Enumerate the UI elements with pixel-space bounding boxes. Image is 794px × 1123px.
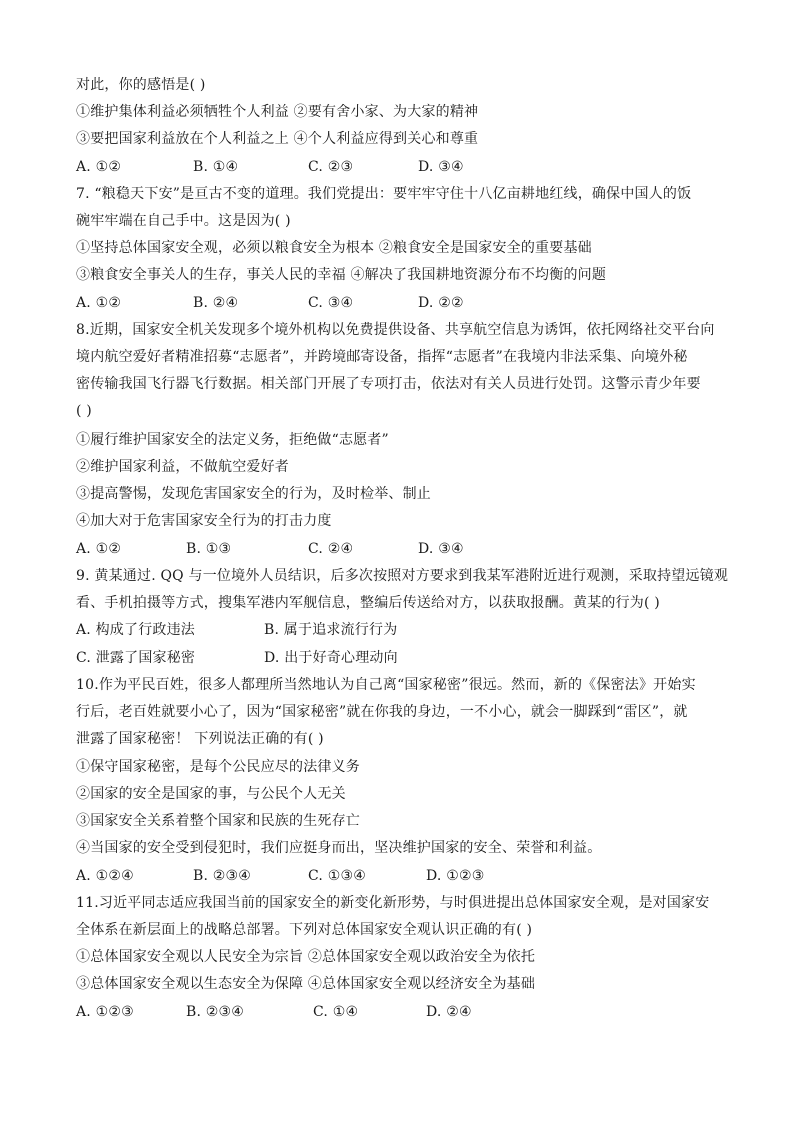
q6-statement-line: ③要把国家利益放在个人利益之上 ④个人利益应得到关心和尊重 <box>76 131 479 147</box>
q11-stem-line: 全体系在新层面上的战略总部署。下列对总体国家安全观认识正确的有( ) <box>76 922 533 938</box>
q6-stem-end: 对此，你的感悟是( ) <box>76 77 206 93</box>
q9-stem-line: 看、手机拍摄等方式，搜集军港内军舰信息，整编后传送给对方，以获取报酬。黄某的行为( ) <box>76 595 660 611</box>
q10-stem-line: 10.作为平民百姓，很多人都理所当然地认为自己离“国家秘密”很远。然而，新的《保密法》开始实 <box>76 677 696 693</box>
q8-option-c[interactable]: C. ②④ <box>308 541 354 557</box>
q11-option-d[interactable]: D. ②④ <box>426 1004 472 1020</box>
q7-option-b[interactable]: B. ②④ <box>193 295 239 311</box>
q10-statement-line: ②国家的安全是国家的事，与公民个人无关 <box>76 786 346 802</box>
q9-option-a[interactable]: A. 构成了行政违法 <box>76 622 196 638</box>
q7-option-c[interactable]: C. ③④ <box>308 295 354 311</box>
q10-statement-line: ④当国家的安全受到侵犯时，我们应挺身而出，坚决维护国家的安全、荣誉和利益。 <box>76 840 602 856</box>
q6-option-d[interactable]: D. ③④ <box>418 159 464 175</box>
q8-stem-line: 密传输我国飞行器飞行数据。相关部门开展了专项打击，依法对有关人员进行处罚。这警示青少年要 <box>76 376 701 392</box>
q11-statement-line: ③总体国家安全观以生态安全为保障 ④总体国家安全观以经济安全为基础 <box>76 976 536 992</box>
q8-option-a[interactable]: A. ①② <box>76 541 122 557</box>
q6-option-a[interactable]: A. ①② <box>76 159 122 175</box>
q8-option-d[interactable]: D. ③④ <box>418 541 464 557</box>
q6-option-c[interactable]: C. ②③ <box>308 159 354 175</box>
q10-option-a[interactable]: A. ①②④ <box>76 868 134 884</box>
q8-stem-line: 8.近期，国家安全机关发现多个境外机构以免费提供设备、共享航空信息为诱饵，依托网络社交平台向 <box>76 322 715 338</box>
q10-statement-line: ③国家安全关系着整个国家和民族的生死存亡 <box>76 813 360 829</box>
q6-option-b[interactable]: B. ①④ <box>193 159 239 175</box>
q7-statement-line: ③粮食安全事关人的生存，事关人民的幸福 ④解决了我国耕地资源分布不均衡的问题 <box>76 267 607 283</box>
q9-stem-line: 9. 黄某通过. QQ 与一位境外人员结识，后多次按照对方要求到我某军港附近进行观测，采取持望远镜观 <box>76 568 729 584</box>
q11-option-a[interactable]: A. ①②③ <box>76 1004 134 1020</box>
q7-option-d[interactable]: D. ②② <box>418 295 464 311</box>
q10-statement-line: ①保守国家秘密，是每个公民应尽的法律义务 <box>76 759 360 775</box>
q11-option-b[interactable]: B. ②③④ <box>186 1004 245 1020</box>
q11-option-c[interactable]: C. ①④ <box>313 1004 359 1020</box>
q10-stem-line: 泄露了国家秘密！ 下列说法正确的有( ) <box>76 731 324 747</box>
q7-option-a[interactable]: A. ①② <box>76 295 122 311</box>
q10-option-d[interactable]: D. ①②③ <box>426 868 485 884</box>
q8-stem-line: ( ) <box>76 403 92 419</box>
q10-option-c[interactable]: C. ①③④ <box>308 868 366 884</box>
q11-stem-line: 11.习近平同志适应我国当前的国家安全的新变化新形势，与时俱进提出总体国家安全观，是对国家安 <box>76 895 710 911</box>
q6-statement-line: ①维护集体利益必须牺牲个人利益 ②要有舍小家、为大家的精神 <box>76 104 479 120</box>
q9-option-c[interactable]: C. 泄露了国家秘密 <box>76 650 196 666</box>
q9-option-b[interactable]: B. 属于追求流行行为 <box>264 622 398 638</box>
q8-stem-line: 境内航空爱好者精准招募“志愿者”，并跨境邮寄设备，指挥“志愿者”在我境内非法采集、向境外秘 <box>76 349 688 365</box>
q7-stem-line: 碗牢牢端在自己手中。这是因为( ) <box>76 213 291 229</box>
q8-statement-line: ④加大对于危害国家安全行为的打击力度 <box>76 513 332 529</box>
q11-statement-line: ①总体国家安全观以人民安全为宗旨 ②总体国家安全观以政治安全为依托 <box>76 949 536 965</box>
q7-stem-line: 7. “粮稳天下安”是亘古不变的道理。我们党提出：要牢牢守住十八亿亩耕地红线，确保中国人的饭 <box>76 186 692 202</box>
q8-statement-line: ①履行维护国家安全的法定义务，拒绝做“志愿者” <box>76 432 389 448</box>
q10-stem-line: 行后，老百姓就要小心了，因为“国家秘密”就在你我的身边，一不小心，就会一脚踩到“雷区”，就 <box>76 704 688 720</box>
q9-option-d[interactable]: D. 出于好奇心理动向 <box>264 650 398 666</box>
q10-option-b[interactable]: B. ②③④ <box>193 868 252 884</box>
q8-statement-line: ②维护国家利益，不做航空爱好者 <box>76 459 289 475</box>
q8-option-b[interactable]: B. ①③ <box>186 541 232 557</box>
q8-statement-line: ③提高警惕，发现危害国家安全的行为，及时检举、制止 <box>76 486 431 502</box>
q7-statement-line: ①坚持总体国家安全观，必须以粮食安全为根本 ②粮食安全是国家安全的重要基础 <box>76 240 592 256</box>
